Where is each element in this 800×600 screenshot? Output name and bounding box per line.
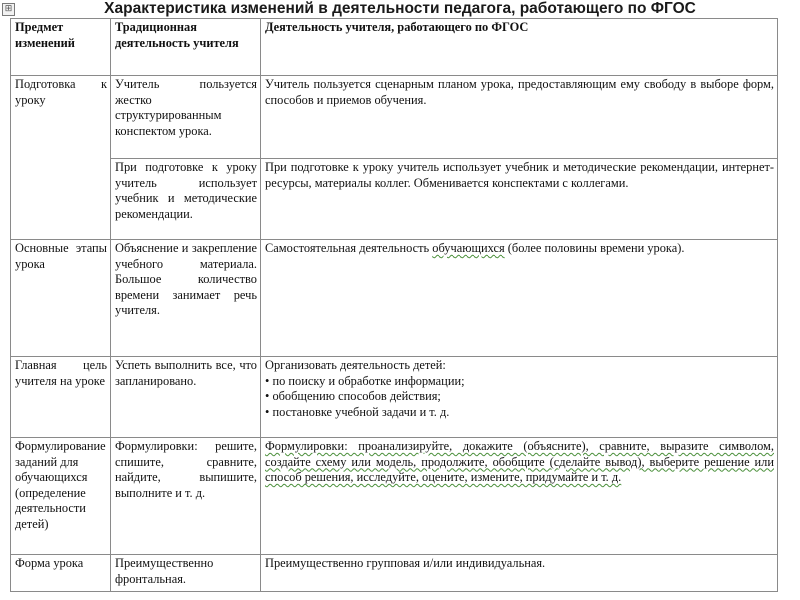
document-icon: ⊞ xyxy=(2,3,15,16)
cell-fgos-text: (более половины времени урока). xyxy=(504,241,685,255)
cell-subject: Подготовка к уроку xyxy=(11,76,111,240)
table-row xyxy=(11,240,778,357)
header-traditional: Традиционная деятельность учителя xyxy=(111,19,261,76)
cell-traditional: Преимущественно фронтальная. xyxy=(111,555,261,592)
table-row xyxy=(11,438,778,555)
page-title: Характеристика изменений в деятельности педагога, работающего по ФГОС xyxy=(104,0,696,17)
table-row xyxy=(11,555,778,592)
list-item: • постановке учебной задачи и т. д. xyxy=(265,405,774,421)
cell-traditional: Объяснение и закрепление учебного материала. Большое количество времени занимает речь учителя. xyxy=(111,240,261,357)
cell-subject: Главная цель учителя на уроке xyxy=(11,357,111,438)
cell-fgos xyxy=(261,357,778,438)
list-item: • обобщению способов действия; xyxy=(265,389,774,405)
cell-traditional: Успеть выполнить все, что запланировано. xyxy=(111,357,261,438)
table-row xyxy=(11,357,778,438)
cell-fgos xyxy=(261,240,778,357)
cell-fgos: Преимущественно групповая и/или индивидуальная. xyxy=(261,555,778,592)
cell-fgos: Учитель пользуется сценарным планом урока, предоставляющим ему свободу в выборе форм, способов и приемов обучения. xyxy=(261,76,778,159)
cell-traditional: Учитель пользуется жестко структурированным конспектом урока. xyxy=(111,76,261,159)
table-row xyxy=(11,159,778,240)
comparison-table xyxy=(10,18,778,592)
spellcheck-mark: обучающихся xyxy=(432,241,505,255)
cell-subject: Основные этапы урока xyxy=(11,240,111,357)
cell-subject: Форма урока xyxy=(11,555,111,592)
spellcheck-mark: Формулировки: проанализируйте, докажите (объясните), сравните, выразите символом, создайте схему или модель, продолжите, обобщите (сделайте вывод), выберите решение или способ решения, исследуйте, оцените, измените, придумайте и т. д. xyxy=(265,439,774,485)
goal-list xyxy=(265,374,774,421)
table-row xyxy=(11,76,778,159)
cell-subject: Формулирование заданий для обучающихся (определение деятельности детей) xyxy=(11,438,111,555)
cell-fgos: При подготовке к уроку учитель использует учебник и методические рекомендации, интернет-ресурсы, материалы коллег. Обменивается конспектами с коллегами. xyxy=(261,159,778,240)
header-subject: Предмет изменений xyxy=(11,19,111,76)
header-fgos: Деятельность учителя, работающего по ФГОС xyxy=(261,19,778,76)
cell-fgos-text: Самостоятельная деятельность xyxy=(265,241,433,255)
list-item: • по поиску и обработке информации; xyxy=(265,374,774,390)
table-header-row xyxy=(11,19,778,76)
cell-traditional: Формулировки: решите, спишите, сравните, найдите, выпишите, выполните и т. д. xyxy=(111,438,261,555)
cell-fgos-intro: Организовать деятельность детей: xyxy=(265,358,446,372)
cell-fgos xyxy=(261,438,778,555)
cell-traditional: При подготовке к уроку учитель использует учебник и методические рекомендации. xyxy=(111,159,261,240)
